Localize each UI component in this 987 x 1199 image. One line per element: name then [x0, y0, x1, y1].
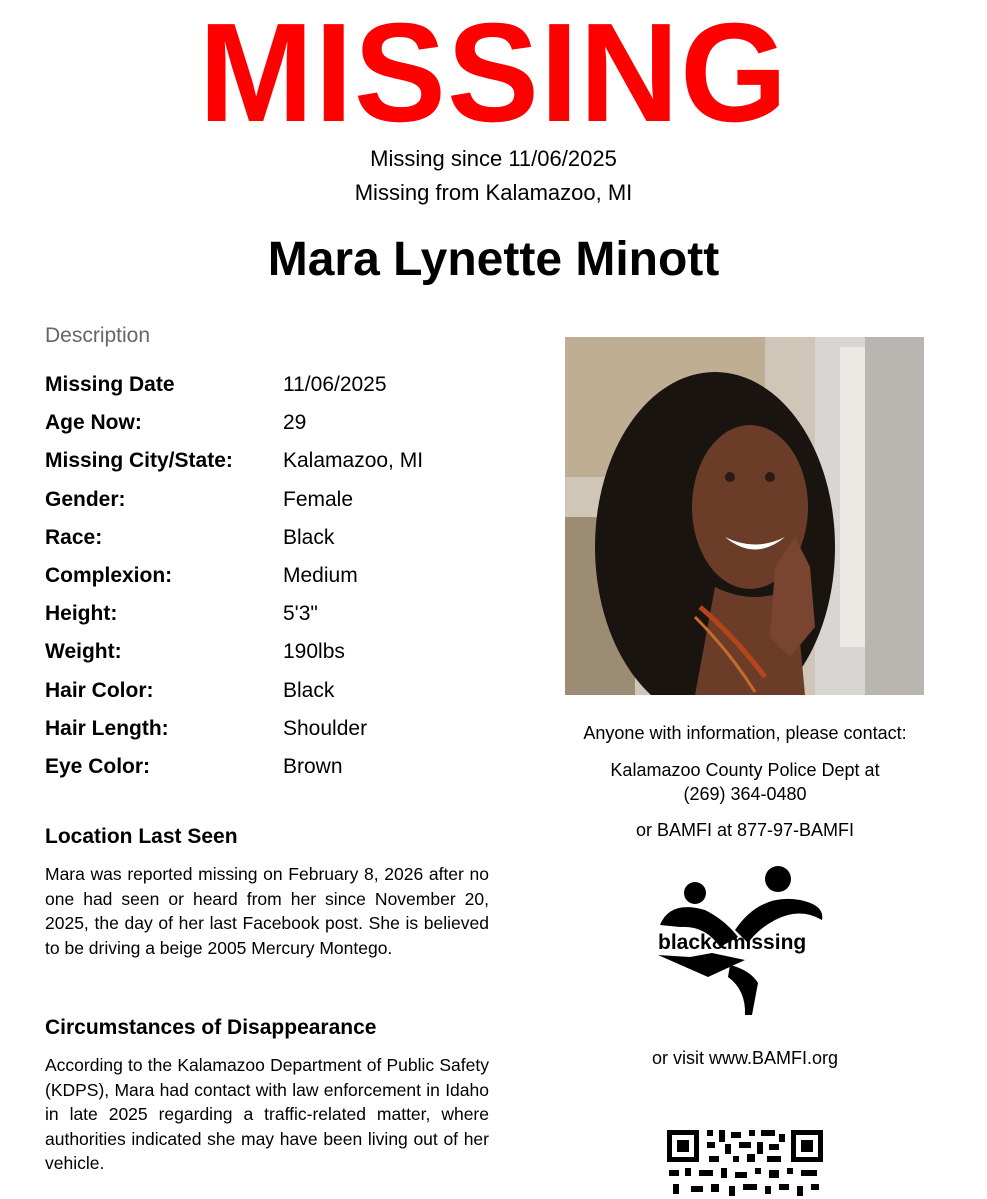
field-value: Brown — [283, 754, 343, 778]
field-value: Black — [283, 525, 335, 549]
field-row — [45, 366, 423, 404]
description-label: Description — [45, 324, 151, 347]
field-row — [45, 595, 423, 633]
person-name: Mara Lynette Minott — [267, 233, 720, 286]
field-row — [45, 481, 423, 519]
field-row — [45, 672, 423, 710]
field-value: Kalamazoo, MI — [283, 449, 424, 473]
person-photo — [565, 337, 924, 695]
field-value: 190lbs — [283, 640, 345, 664]
missing-title: MISSING — [198, 0, 789, 152]
field-label: Hair Length: — [45, 716, 169, 740]
bamfi-logo-text: black&missing — [658, 931, 807, 954]
field-row — [45, 557, 423, 595]
field-row — [45, 519, 423, 557]
contact-intro: Anyone with information, please contact: — [583, 723, 907, 743]
field-row — [45, 442, 423, 480]
field-value: 29 — [283, 411, 307, 435]
field-label: Weight: — [45, 640, 122, 664]
contact-bamfi: or BAMFI at 877-97-BAMFI — [635, 820, 855, 840]
missing-since: Missing since 11/06/2025 — [370, 146, 617, 171]
field-label: Eye Color: — [45, 754, 151, 778]
field-value: Medium — [283, 564, 358, 588]
field-value: Black — [283, 678, 335, 702]
field-value: Female — [283, 487, 354, 511]
circumstances-heading: Circumstances of Disappearance — [45, 1016, 377, 1039]
field-label: Gender: — [45, 487, 126, 511]
field-label: Complexion: — [45, 564, 173, 588]
field-label: Missing City/State: — [45, 449, 233, 473]
field-label: Race: — [45, 525, 103, 549]
field-label: Height: — [45, 602, 118, 626]
field-row — [45, 633, 423, 671]
field-row — [45, 404, 423, 442]
missing-from: Missing from Kalamazoo, MI — [354, 180, 633, 205]
field-row — [45, 710, 423, 748]
field-value: Shoulder — [283, 716, 368, 740]
contact-website: or visit www.BAMFI.org — [651, 1048, 839, 1068]
contact-police-phone: (269) 364-0480 — [683, 784, 807, 804]
qr-code — [665, 1128, 825, 1199]
location-heading: Location Last Seen — [45, 825, 238, 848]
location-text: Mara was reported missing on February 8, 2026 after no one had seen or heard from her since November 20, 2025, the day of her last Facebook post. She is believed to be driving a beige 2005 Mercury Montego. — [45, 864, 489, 958]
description-fields — [45, 366, 423, 786]
field-value: 11/06/2025 — [283, 373, 387, 397]
field-row — [45, 748, 423, 786]
circumstances-text: According to the Kalamazoo Department of Public Safety (KDPS), Mara had contact with law enforcement in Idaho in late 2025 regarding a traffic-related matter, where authorities indicated she may have been living out of her vehicle. — [45, 1055, 489, 1173]
bamfi-logo — [650, 865, 830, 1015]
field-label: Missing Date — [45, 373, 175, 397]
field-label: Hair Color: — [45, 678, 154, 702]
field-value: 5'3" — [283, 602, 318, 626]
contact-police-line1: Kalamazoo County Police Dept at — [610, 760, 880, 780]
field-label: Age Now: — [45, 411, 142, 435]
